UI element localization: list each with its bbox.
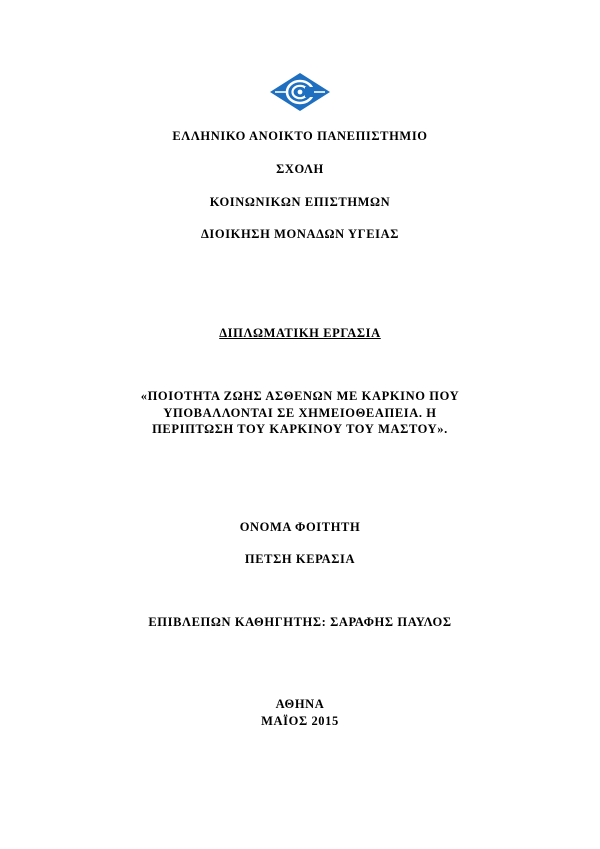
thesis-title-line: ΥΠΟΒΑΛΛΟΝΤΑΙ ΣΕ ΧΗΜΕΙΟΘΕΑΠΕΙΑ. Η <box>163 405 437 420</box>
university-name: ΕΛΛΗΝΙΚΟ ΑΝΟΙΚΤΟ ΠΑΝΕΠΙΣΤΗΜΙΟ <box>172 129 428 143</box>
supervisor: ΕΠΙΒΛΕΠΩΝ ΚΑΘΗΓΗΤΗΣ: ΣΑΡΑΦΗΣ ΠΑΥΛΟΣ <box>148 615 452 629</box>
thesis-title <box>0 388 600 438</box>
school-name: ΚΟΙΝΩΝΙΚΩΝ ΕΠΙΣΤΗΜΩΝ <box>209 195 391 209</box>
thesis-title-line: ΠΕΡΙΠΤΩΣΗ ΤΟΥ ΚΑΡΚΙΝΟΥ ΤΟΥ ΜΑΣΤΟΥ». <box>152 422 448 436</box>
university-logo-icon <box>269 72 331 112</box>
city: ΑΘΗΝΑ <box>275 697 325 711</box>
student-name: ΠΕΤΣΗ ΚΕΡΑΣΙΑ <box>244 552 356 566</box>
document-type: ΔΙΠΛΩΜΑΤΙΚΗ ΕΡΓΑΣΙΑ <box>219 326 381 340</box>
program-name: ΔΙΟΙΚΗΣΗ ΜΟΝΑΔΩΝ ΥΓΕΙΑΣ <box>200 227 400 241</box>
student-label: ΟΝΟΜΑ ΦΟΙΤΗΤΗ <box>239 520 361 534</box>
date: ΜΑΪΟΣ 2015 <box>261 714 339 728</box>
school-label: ΣΧΟΛΗ <box>276 162 324 176</box>
thesis-title-line: «ΠΟΙΟΤΗΤΑ ΖΩΗΣ ΑΣΘΕΝΩΝ ΜΕ ΚΑΡΚΙΝΟ ΠΟΥ <box>140 389 460 403</box>
